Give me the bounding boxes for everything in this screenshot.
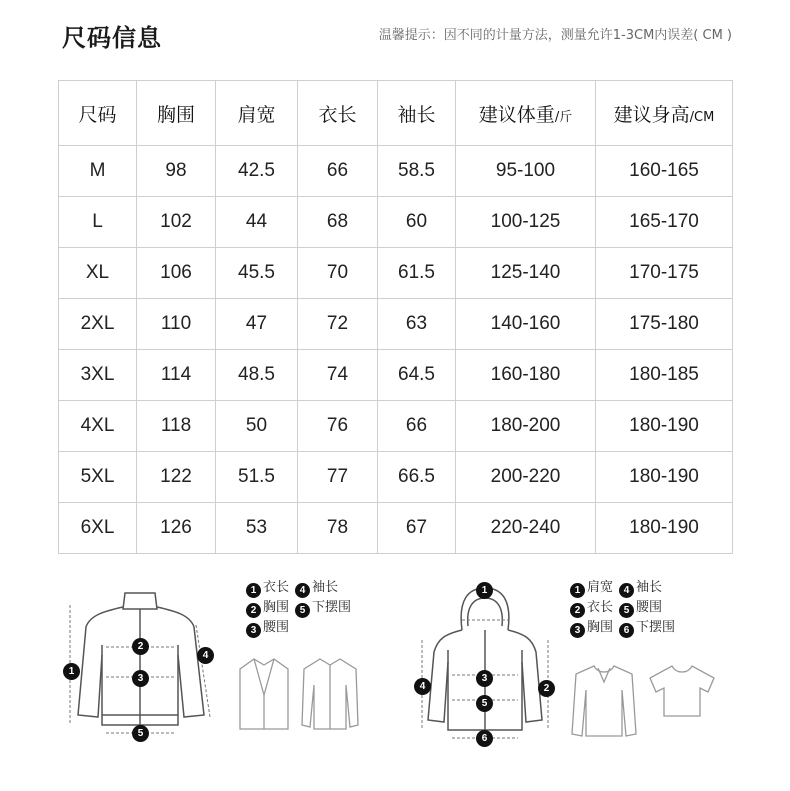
cell-chest: 126 bbox=[137, 503, 216, 554]
hoodie-legend bbox=[570, 578, 710, 638]
legend-label: 下摆围 bbox=[636, 620, 676, 635]
measure-marker: 5 bbox=[476, 695, 493, 712]
cell-chest: 114 bbox=[137, 350, 216, 401]
legend-item bbox=[246, 618, 289, 638]
cell-size: 3XL bbox=[59, 350, 137, 401]
table-row bbox=[59, 350, 733, 401]
size-table bbox=[58, 80, 733, 554]
legend-label: 袖长 bbox=[636, 580, 663, 595]
legend-label: 衣长 bbox=[587, 600, 614, 615]
cell-weight: 125-140 bbox=[456, 248, 596, 299]
table-row bbox=[59, 299, 733, 350]
cell-height: 180-190 bbox=[596, 503, 733, 554]
cell-shoulder: 42.5 bbox=[216, 146, 298, 197]
header-chest: 胸围 bbox=[137, 81, 216, 146]
cell-weight: 160-180 bbox=[456, 350, 596, 401]
legend-item bbox=[619, 598, 662, 618]
legend-number-badge: 4 bbox=[295, 583, 310, 598]
cell-sleeve: 67 bbox=[378, 503, 456, 554]
measurement-note: 温馨提示：因不同的计量方法，测量允许1-3CM内误差( CM ) bbox=[378, 28, 732, 43]
legend-item bbox=[246, 578, 289, 598]
measure-marker: 1 bbox=[476, 582, 493, 599]
cell-length: 74 bbox=[298, 350, 378, 401]
shirt-icon bbox=[298, 655, 362, 733]
table-row bbox=[59, 401, 733, 452]
table-header-row bbox=[59, 81, 733, 146]
legend-number-badge: 3 bbox=[246, 623, 261, 638]
table-row bbox=[59, 197, 733, 248]
legend-number-badge: 4 bbox=[619, 583, 634, 598]
cell-chest: 102 bbox=[137, 197, 216, 248]
legend-number-badge: 5 bbox=[619, 603, 634, 618]
measure-marker: 3 bbox=[476, 670, 493, 687]
cell-sleeve: 60 bbox=[378, 197, 456, 248]
hoodie-diagram bbox=[410, 580, 560, 750]
cell-height: 180-190 bbox=[596, 401, 733, 452]
legend-item bbox=[295, 598, 351, 618]
hoodie-outline bbox=[410, 580, 560, 750]
legend-label: 下摆围 bbox=[312, 600, 352, 615]
cell-height: 180-185 bbox=[596, 350, 733, 401]
cell-shoulder: 47 bbox=[216, 299, 298, 350]
jacket-diagram bbox=[60, 585, 230, 750]
suit-icon bbox=[236, 655, 292, 733]
measure-marker: 3 bbox=[132, 670, 149, 687]
cell-length: 68 bbox=[298, 197, 378, 248]
cell-height: 175-180 bbox=[596, 299, 733, 350]
cell-sleeve: 64.5 bbox=[378, 350, 456, 401]
cell-weight: 95-100 bbox=[456, 146, 596, 197]
cell-sleeve: 63 bbox=[378, 299, 456, 350]
cell-size: L bbox=[59, 197, 137, 248]
header-height bbox=[596, 81, 733, 146]
cell-shoulder: 45.5 bbox=[216, 248, 298, 299]
legend-item bbox=[246, 598, 289, 618]
cell-shoulder: 50 bbox=[216, 401, 298, 452]
measure-marker: 1 bbox=[63, 663, 80, 680]
table-row bbox=[59, 248, 733, 299]
legend-item bbox=[295, 578, 338, 598]
legend-label: 肩宽 bbox=[587, 580, 614, 595]
cell-size: M bbox=[59, 146, 137, 197]
header-weight bbox=[456, 81, 596, 146]
cell-shoulder: 44 bbox=[216, 197, 298, 248]
tshirt-icon bbox=[646, 660, 718, 720]
measure-marker: 5 bbox=[132, 725, 149, 742]
cell-chest: 118 bbox=[137, 401, 216, 452]
cell-size: 5XL bbox=[59, 452, 137, 503]
legend-label: 袖长 bbox=[312, 580, 339, 595]
cell-shoulder: 51.5 bbox=[216, 452, 298, 503]
cell-shoulder: 53 bbox=[216, 503, 298, 554]
legend-label: 胸围 bbox=[587, 620, 614, 635]
cell-length: 78 bbox=[298, 503, 378, 554]
cell-height: 170-175 bbox=[596, 248, 733, 299]
cell-weight: 180-200 bbox=[456, 401, 596, 452]
cell-size: 2XL bbox=[59, 299, 137, 350]
cell-height: 180-190 bbox=[596, 452, 733, 503]
cell-size: XL bbox=[59, 248, 137, 299]
cell-length: 70 bbox=[298, 248, 378, 299]
cell-chest: 110 bbox=[137, 299, 216, 350]
jacket-outline bbox=[60, 585, 230, 750]
cell-length: 72 bbox=[298, 299, 378, 350]
cell-sleeve: 58.5 bbox=[378, 146, 456, 197]
cell-weight: 220-240 bbox=[456, 503, 596, 554]
cell-size: 6XL bbox=[59, 503, 137, 554]
cell-height: 165-170 bbox=[596, 197, 733, 248]
cell-chest: 122 bbox=[137, 452, 216, 503]
legend-item bbox=[619, 618, 675, 638]
measure-marker: 4 bbox=[414, 678, 431, 695]
legend-number-badge: 6 bbox=[619, 623, 634, 638]
measure-marker: 2 bbox=[538, 680, 555, 697]
table-row bbox=[59, 503, 733, 554]
legend-label: 胸围 bbox=[263, 600, 290, 615]
legend-label: 衣长 bbox=[263, 580, 290, 595]
measure-marker: 4 bbox=[197, 647, 214, 664]
legend-number-badge: 3 bbox=[570, 623, 585, 638]
cell-chest: 106 bbox=[137, 248, 216, 299]
cell-sleeve: 66.5 bbox=[378, 452, 456, 503]
header-weight-unit: /斤 bbox=[554, 109, 573, 125]
legend-label: 腰围 bbox=[636, 600, 663, 615]
jacket-legend bbox=[246, 578, 366, 638]
legend-item bbox=[570, 578, 613, 598]
cell-shoulder: 48.5 bbox=[216, 350, 298, 401]
cell-sleeve: 66 bbox=[378, 401, 456, 452]
legend-item bbox=[619, 578, 662, 598]
legend-number-badge: 5 bbox=[295, 603, 310, 618]
header-shoulder: 肩宽 bbox=[216, 81, 298, 146]
table-row bbox=[59, 146, 733, 197]
cell-weight: 200-220 bbox=[456, 452, 596, 503]
legend-number-badge: 1 bbox=[246, 583, 261, 598]
sweater-icon bbox=[568, 660, 640, 740]
cell-weight: 140-160 bbox=[456, 299, 596, 350]
header-size: 尺码 bbox=[59, 81, 137, 146]
legend-item bbox=[570, 598, 613, 618]
page-title: 尺码信息 bbox=[62, 24, 162, 52]
header-height-label: 建议身高 bbox=[613, 103, 690, 126]
cell-height: 160-165 bbox=[596, 146, 733, 197]
table-row bbox=[59, 452, 733, 503]
legend-number-badge: 2 bbox=[570, 603, 585, 618]
cell-length: 77 bbox=[298, 452, 378, 503]
legend-item bbox=[570, 618, 613, 638]
header-height-unit: /CM bbox=[689, 109, 715, 125]
cell-size: 4XL bbox=[59, 401, 137, 452]
cell-length: 66 bbox=[298, 146, 378, 197]
cell-weight: 100-125 bbox=[456, 197, 596, 248]
header-sleeve: 袖长 bbox=[378, 81, 456, 146]
measure-marker: 6 bbox=[476, 730, 493, 747]
cell-chest: 98 bbox=[137, 146, 216, 197]
cell-length: 76 bbox=[298, 401, 378, 452]
cell-sleeve: 61.5 bbox=[378, 248, 456, 299]
legend-number-badge: 1 bbox=[570, 583, 585, 598]
legend-label: 腰围 bbox=[263, 620, 290, 635]
legend-number-badge: 2 bbox=[246, 603, 261, 618]
header-length: 衣长 bbox=[298, 81, 378, 146]
measure-marker: 2 bbox=[132, 638, 149, 655]
header-weight-label: 建议体重 bbox=[478, 103, 555, 126]
